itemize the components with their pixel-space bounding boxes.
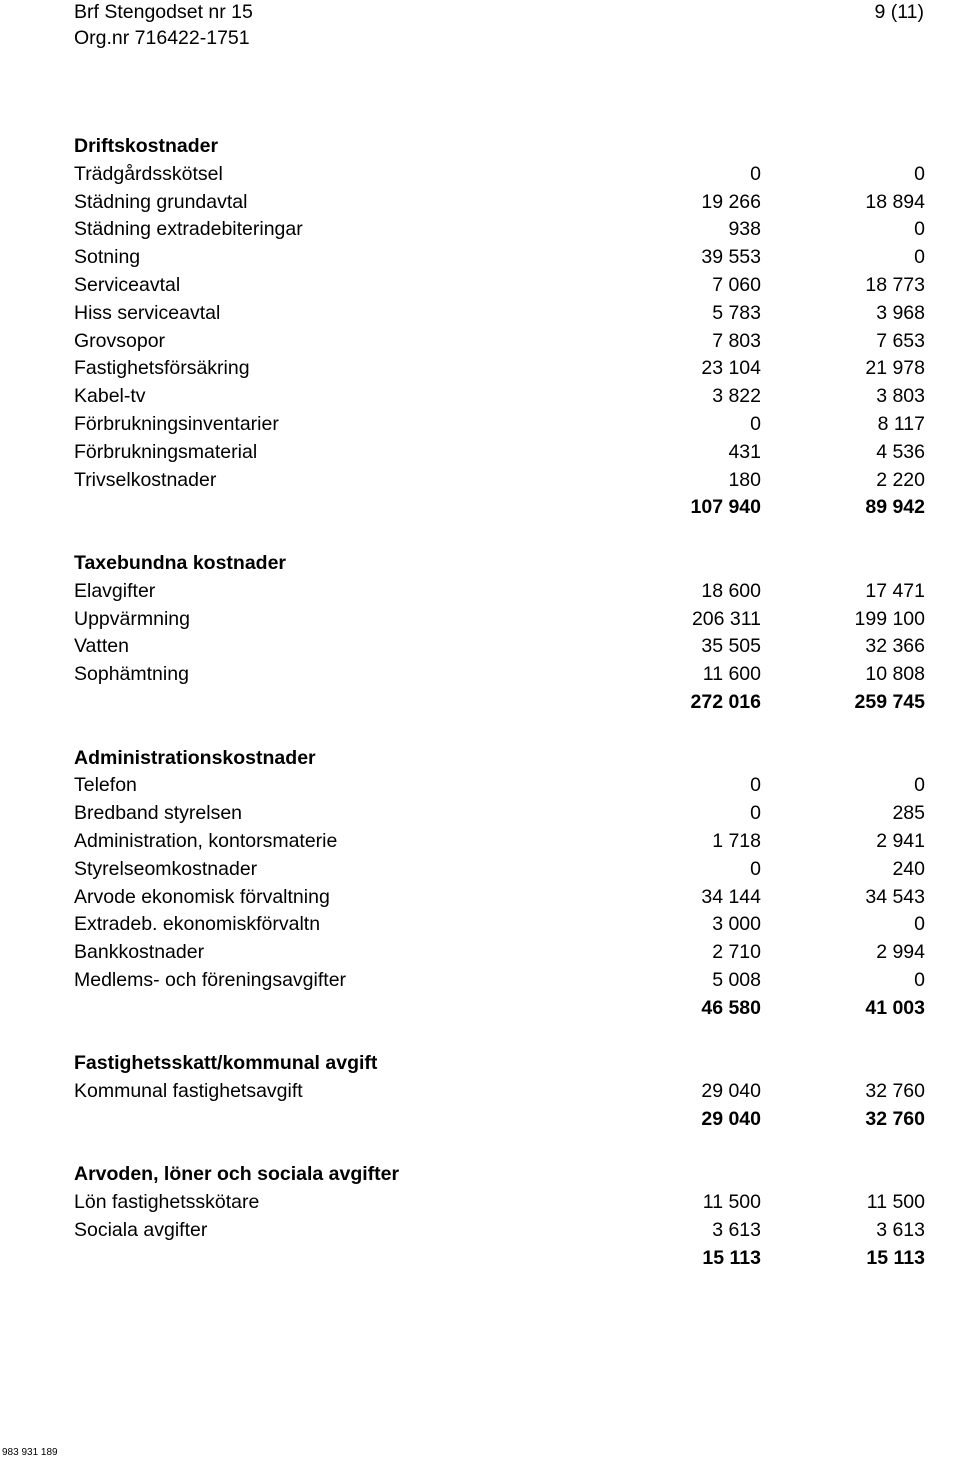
section-title-text: Taxebundna kostnader [74,551,287,574]
row-label: Administration, kontorsmaterie [74,829,338,852]
table-row [74,939,925,967]
row-label: Förbrukningsinventarier [74,412,279,435]
section-title-text: Administrationskostnader [74,746,316,769]
row-value-previous: 8 117 [877,412,925,435]
row-label: Hiss serviceavtal [74,301,221,324]
row-value-previous: 0 [914,246,925,269]
section-title-text: Driftskostnader [74,135,219,157]
section-gap [74,717,925,745]
section-gap [74,522,925,550]
row-label: Styrelseomkostnader [74,857,258,880]
row-label: Lön fastighetsskötare [74,1191,260,1214]
total-value-previous: 259 745 [854,690,925,713]
row-value-previous: 285 [892,802,925,825]
total-value-current: 29 040 [701,1107,761,1130]
table-row [74,1217,925,1245]
table-row [74,383,925,411]
cost-statement [74,133,925,1273]
table-row [74,161,925,189]
row-label: Sociala avgifter [74,1219,208,1242]
section-total [74,1245,925,1273]
row-label: Sotning [74,246,141,269]
table-row [74,244,925,272]
cost-section [74,550,925,745]
row-value-current: 5 783 [712,301,761,324]
table-row [74,661,925,689]
row-label: Uppvärmning [74,607,190,630]
row-value-current: 35 505 [701,635,761,658]
cost-section [74,133,925,550]
row-value-current: 3 000 [712,913,761,936]
row-value-previous: 17 471 [865,579,925,602]
section-title [74,745,925,773]
row-value-current: 11 500 [702,1191,761,1214]
row-label: Extradeb. ekonomiskförvaltn [74,913,321,936]
row-value-previous: 2 220 [876,468,925,491]
section-total [74,995,925,1023]
row-value-previous: 21 978 [865,357,925,380]
row-value-current: 0 [750,774,761,797]
row-label: Sophämtning [74,663,189,686]
row-label: Grovsopor [74,329,166,352]
table-row [74,967,925,995]
row-value-current: 29 040 [701,1080,761,1103]
row-value-previous: 0 [914,774,925,797]
section-title [74,1050,925,1078]
row-label: Serviceavtal [74,273,181,296]
section-gap [74,1134,925,1162]
table-row [74,884,925,912]
row-value-current: 39 553 [701,246,761,269]
row-value-current: 2 710 [712,941,761,964]
table-row [74,578,925,606]
row-value-previous: 32 366 [865,635,925,658]
row-label: Städning grundavtal [74,190,248,213]
section-total [74,689,925,717]
table-row [74,606,925,634]
row-value-current: 7 803 [712,329,761,352]
section-title [74,133,925,161]
row-value-current: 7 060 [712,273,761,296]
row-value-current: 431 [728,440,761,463]
cost-section [74,745,925,1051]
table-row [74,439,925,467]
row-label: Telefon [74,774,137,797]
row-value-previous: 0 [914,913,925,936]
row-value-previous: 0 [914,218,925,241]
row-value-previous: 34 543 [865,885,925,908]
table-row [74,328,925,356]
row-value-current: 5 008 [712,968,761,991]
table-row [74,772,925,800]
row-value-current: 1 718 [712,829,761,852]
row-value-current: 180 [728,468,761,491]
total-value-current: 15 113 [702,1246,761,1269]
row-label: Förbrukningsmaterial [74,440,258,463]
row-label: Bredband styrelsen [74,802,243,825]
cost-section [74,1161,925,1272]
total-value-current: 107 940 [690,496,761,519]
row-value-current: 0 [750,857,761,880]
row-value-previous: 0 [914,162,925,185]
table-row [74,800,925,828]
table-row [74,411,925,439]
table-row [74,828,925,856]
footer-code: 983 931 189 [2,1447,58,1458]
row-value-previous: 2 941 [876,829,925,852]
cost-section [74,1050,925,1161]
row-value-previous: 3 803 [876,385,925,408]
table-row [74,300,925,328]
row-value-current: 19 266 [701,190,761,213]
row-value-previous: 0 [914,968,925,991]
row-value-previous: 3 968 [876,301,925,324]
row-label: Kommunal fastighetsavgift [74,1080,303,1103]
section-total [74,494,925,522]
row-value-current: 206 311 [691,607,761,630]
row-value-current: 11 600 [702,663,761,686]
table-row [74,633,925,661]
total-value-current: 46 580 [701,996,761,1019]
row-value-previous: 240 [892,857,925,880]
row-value-previous: 11 500 [866,1191,925,1214]
section-total [74,1106,925,1134]
row-value-previous: 18 894 [865,190,925,213]
total-value-previous: 41 003 [865,996,925,1019]
row-label: Trädgårdsskötsel [74,162,223,185]
row-value-previous: 2 994 [876,941,925,964]
row-label: Städning extradebiteringar [74,218,303,241]
row-label: Arvode ekonomisk förvaltning [74,885,330,908]
row-label: Vatten [74,635,129,658]
total-value-current: 272 016 [690,690,761,713]
section-gap [74,1023,925,1051]
table-row [74,216,925,244]
table-row [74,856,925,884]
table-row [74,911,925,939]
table-row [74,272,925,300]
section-title [74,1161,925,1189]
section-title [74,550,925,578]
table-row [74,189,925,217]
table-row [74,467,925,495]
total-value-previous: 32 760 [865,1107,925,1130]
row-value-current: 23 104 [701,357,761,380]
total-value-previous: 15 113 [866,1246,925,1269]
row-value-current: 0 [750,412,761,435]
row-value-previous: 3 613 [876,1219,925,1242]
section-title-text: Fastighetsskatt/kommunal avgift [74,1052,378,1075]
row-value-current: 0 [750,802,761,825]
row-value-current: 34 144 [701,885,761,908]
section-title-text: Arvoden, löner och sociala avgifter [74,1163,400,1186]
row-value-current: 18 600 [701,579,761,602]
table-row [74,1078,925,1106]
row-label: Trivselkostnader [74,468,217,491]
row-value-previous: 199 100 [854,607,925,630]
row-label: Medlems- och föreningsavgifter [74,968,347,991]
total-value-previous: 89 942 [865,496,925,519]
row-value-previous: 10 808 [865,663,925,686]
row-value-current: 3 822 [712,385,761,408]
page-number: 9 (11) [874,1,924,23]
row-label: Fastighetsförsäkring [74,357,250,380]
row-value-current: 938 [728,218,761,241]
row-value-current: 0 [750,162,761,185]
table-row [74,355,925,383]
row-value-previous: 7 653 [876,329,925,352]
row-value-previous: 32 760 [865,1080,925,1103]
row-value-previous: 18 773 [865,273,925,296]
table-row [74,1189,925,1217]
row-label: Bankkostnader [74,941,205,964]
row-label: Elavgifter [74,579,156,602]
org-number: Org.nr 716422-1751 [74,27,250,49]
page-header [74,0,924,52]
org-name: Brf Stengodset nr 15 [74,1,253,23]
row-label: Kabel-tv [74,385,146,408]
row-value-current: 3 613 [712,1219,761,1242]
row-value-previous: 4 536 [876,440,925,463]
